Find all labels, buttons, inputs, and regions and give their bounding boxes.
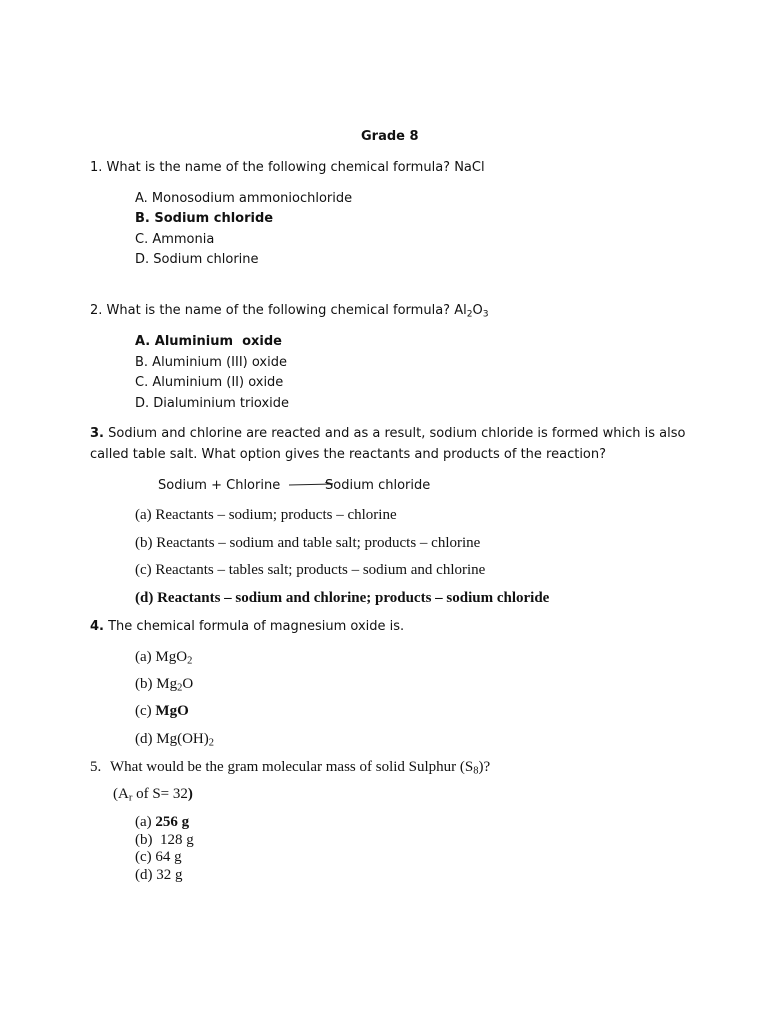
question-4-option-c-formula: MgO <box>155 703 189 719</box>
question-1-text: 1. What is the name of the following chemical formula? NaCl <box>90 160 485 175</box>
question-2-subscript-2: 3 <box>482 309 489 320</box>
question-2-option-d: D. Dialuminium trioxide <box>135 396 290 411</box>
question-4-text <box>90 620 404 633</box>
question-1-option-d: D. Sodium chlorine <box>135 252 259 267</box>
question-4-option-d <box>135 732 214 747</box>
question-4-option-b-subscript: 2 <box>177 682 183 694</box>
question-5-hint-subscript: r <box>128 792 133 804</box>
question-3-option-c: (c) Reactants – tables salt; products – sodium and chlorine <box>135 562 486 578</box>
question-5-option-a-value: 256 g <box>155 814 190 830</box>
question-5-option-c: (c) 64 g <box>135 849 182 865</box>
question-2-option-c: C. Aluminium (II) oxide <box>135 375 284 390</box>
reaction-product: Sodium chloride <box>325 478 431 493</box>
page-title: Grade 8 <box>361 129 419 144</box>
question-4-number: 4. <box>90 619 104 634</box>
question-3-text-1: Sodium and chlorine are reacted and as a result, sodium chloride is formed which is also <box>103 426 686 441</box>
question-5-question: What would be the gram molecular mass of solid Sulphur (S <box>110 759 474 775</box>
question-2-option-a: A. Aluminium oxide <box>135 334 282 349</box>
question-5-question-end: )? <box>478 759 491 775</box>
question-1-option-c: C. Ammonia <box>135 232 215 247</box>
question-2-text <box>90 303 489 320</box>
question-5-hint-text: of S= 32 <box>132 786 188 802</box>
question-5-option-a <box>135 815 189 830</box>
question-5-subscript: 8 <box>473 765 479 777</box>
question-4-option-b-text: (b) Mg <box>135 676 178 692</box>
question-4-option-a-subscript: 2 <box>187 655 193 667</box>
question-5-option-d: (d) 32 g <box>135 867 183 883</box>
question-5-option-b: (b) 128 g <box>135 832 194 848</box>
question-2-formula-mid: O <box>472 303 483 318</box>
question-3-option-b: (b) Reactants – sodium and table salt; products – chlorine <box>135 535 481 551</box>
question-4-option-a-text: (a) MgO <box>135 649 188 665</box>
question-3-line-2: called table salt. What option gives the reactants and products of the reaction? <box>90 447 607 462</box>
question-5-hint-prefix: (A <box>113 786 129 802</box>
question-2-option-b: B. Aluminium (III) oxide <box>135 355 287 370</box>
question-4-option-b-suffix: O <box>182 676 194 692</box>
question-4-option-b <box>135 677 193 692</box>
question-4-option-c-label: (c) <box>135 703 156 719</box>
question-1-option-b: B. Sodium chloride <box>135 211 274 226</box>
question-4-question: The chemical formula of magnesium oxide is. <box>103 619 405 634</box>
question-1-option-a: A. Monosodium ammoniochloride <box>135 191 353 206</box>
question-5-hint-close: ) <box>187 786 193 802</box>
question-4-option-c <box>135 704 189 719</box>
question-4-option-d-text: (d) Mg(OH) <box>135 731 209 747</box>
question-3-number: 3. <box>90 426 104 441</box>
question-2-subscript-1: 2 <box>466 309 473 320</box>
question-4-option-d-subscript: 2 <box>208 737 214 749</box>
question-5-hint <box>113 787 193 802</box>
question-4-option-a <box>135 650 192 665</box>
question-3-option-a: (a) Reactants – sodium; products – chlorine <box>135 507 397 523</box>
question-5-text <box>110 760 490 775</box>
question-5-option-a-label: (a) <box>135 814 156 830</box>
question-3-line-1 <box>90 427 685 440</box>
question-3-option-d: (d) Reactants – sodium and chlorine; products – sodium chloride <box>135 590 550 606</box>
question-2-prefix: 2. What is the name of the following chemical formula? Al <box>90 303 467 318</box>
reaction-reactants: Sodium + Chlorine <box>158 478 281 493</box>
question-5-number: 5. <box>90 759 102 775</box>
